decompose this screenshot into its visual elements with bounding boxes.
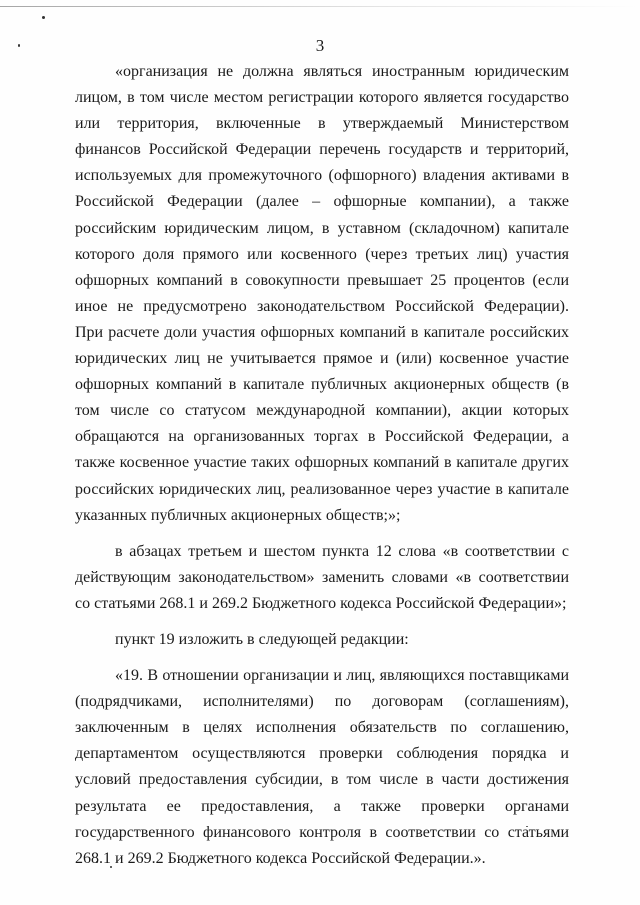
paragraph-item-19-intro: пункт 19 изложить в следующей редакции: bbox=[115, 630, 409, 648]
paragraph-item-19-text: «19. В отношении организации и лиц, являющихся поставщиками (подрядчиками, исполнителями) по договорам (соглашениям), заключенным в целях исполнения обязательств по соглашению, департаментом осуществляются проверки соблюдения порядка и условий предоставления субсидии, в том числе в части достижения результата ее предоставления, а также проверки органами государственного финансового контроля в соответствии со статьями 268.1 и 269.2 Бюджетного кодекса Российской Федерации.». bbox=[75, 667, 569, 867]
paragraph-offshore-condition: «организация не должна являться иностранным юридическим лицом, в том числе местом регистрации которого является государство или территория, включенные в утверждаемый Министерством финансов Российской Федерации перечень государств и территорий, используемых для промежуточного (офшорного) владения активами в Российской Федерации (далее – офшорные компании), а также российским юридическим лицом, в уставном (складочном) капитале которого доля прямого или косвенного (через третьих лиц) участия офшорных компаний в совокупности превышает 25 процентов (если иное не предусмотрено законодательством Российской Федерации). При расчете доли участия офшорных компаний в капитале российских юридических лиц не учитывается прямое и (или) косвенное участие офшорных компаний в капитале публичных акционерных обществ (в том числе со статусом международной компании), акции которых обращаются на организованных торгах в Российской Федерации, а также косвенное участие таких офшорных компаний в капитале других российских юридических лиц, реализованное через участие в капитале указанных публичных акционерных обществ;»; bbox=[75, 63, 569, 524]
document-body bbox=[75, 59, 569, 872]
scan-edge-line bbox=[0, 6, 640, 7]
paragraph-item-12-amendment: в абзацах третьем и шестом пункта 12 слова «в соответствии с действующим законодательством» заменить словами «в соответствии со статьями 268.1 и 269.2 Бюджетного кодекса Российской Федерации»; bbox=[75, 542, 569, 612]
page-number: 3 bbox=[315, 36, 325, 55]
